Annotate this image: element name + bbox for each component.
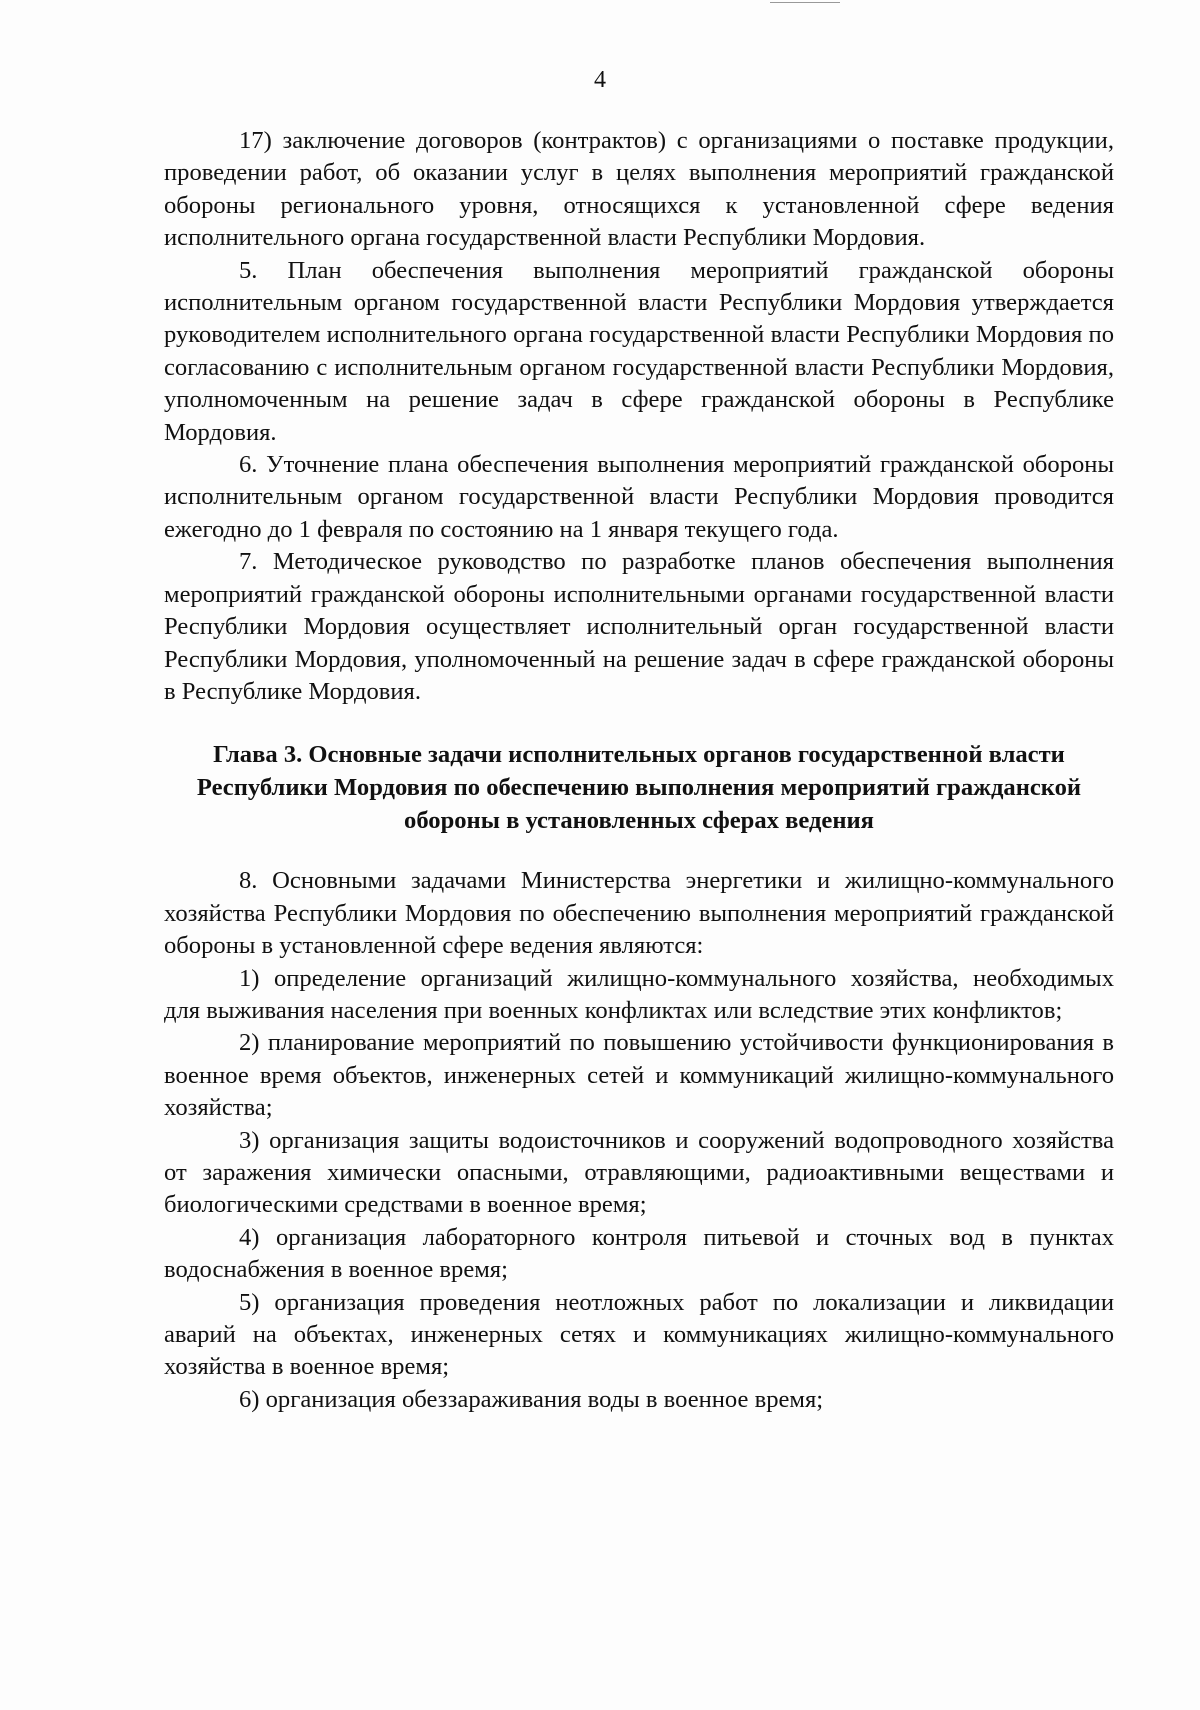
paragraph-6: 6. Уточнение плана обеспечения выполнения мероприятий гражданской обороны исполнительным органом государственной власти Республики Мордовия проводится ежегодно до 1 февраля по состоянию на 1 января текущего года. <box>164 451 1114 543</box>
scan-edge-mark <box>770 2 840 3</box>
list-item-5: 5) организация проведения неотложных работ по локализации и ликвидации аварий на объектах, инженерных сетях и коммуникациях жилищно-коммунального хозяйства в военное время; <box>164 1288 1114 1381</box>
document-body <box>164 125 1114 1416</box>
list-item-4: 4) организация лабораторного контроля питьевой и сточных вод в пунктах водоснабжения в военное время; <box>164 1223 1114 1284</box>
list-item-6: 6) организация обеззараживания воды в военное время; <box>239 1385 824 1413</box>
paragraph-17: 17) заключение договоров (контрактов) с организациями о поставке продукции, проведении работ, об оказании услуг в целях выполнения мероприятий гражданской обороны регионального уровня, относящихся к установленной сфере ведения исполнительного органа государственной власти Республики Мордовия. <box>164 127 1114 252</box>
list-item-1: 1) определение организаций жилищно-коммунального хозяйства, необходимых для выживания населения при военных конфликтах или вследствие этих конфликтов; <box>164 964 1114 1024</box>
list-item-3: 3) организация защиты водоисточников и сооружений водопроводного хозяйства от заражения химически опасными, отравляющими, радиоактивными веществами и биологическими средствами в военное время; <box>164 1126 1114 1219</box>
page-number: 4 <box>594 67 606 93</box>
list-item-2: 2) планирование мероприятий по повышению устойчивости функционирования в военное время объектов, инженерных сетей и коммуникаций жилищно-коммунального хозяйства; <box>164 1029 1114 1122</box>
paragraph-7: 7. Методическое руководство по разработке планов обеспечения выполнения мероприятий гражданской обороны исполнительными органами государственной власти Республики Мордовия осуществляет исполнительный орган государственной власти Республики Мордовия, уполномоченный на решение задач в сфере гражданской обороны в Республике Мордовия. <box>164 548 1114 705</box>
chapter-3-heading: Глава 3. Основные задачи исполнительных органов государственной власти Республики Мордовия по обеспечению выполнения мероприятий гражданской обороны в установленных сферах ведения <box>196 741 1082 835</box>
paragraph-8: 8. Основными задачами Министерства энергетики и жилищно-коммунального хозяйства Республики Мордовия по обеспечению выполнения мероприятий гражданской обороны в установленной сфере ведения являются: <box>164 867 1114 960</box>
paragraph-5: 5. План обеспечения выполнения мероприятий гражданской обороны исполнительным органом государственной власти Республики Мордовия утверждается руководителем исполнительного органа государственной власти Республики Мордовия по согласованию с исполнительным органом государственной власти Республики Мордовия, уполномоченным на решение задач в сфере гражданской обороны в Республике Мордовия. <box>164 256 1114 446</box>
